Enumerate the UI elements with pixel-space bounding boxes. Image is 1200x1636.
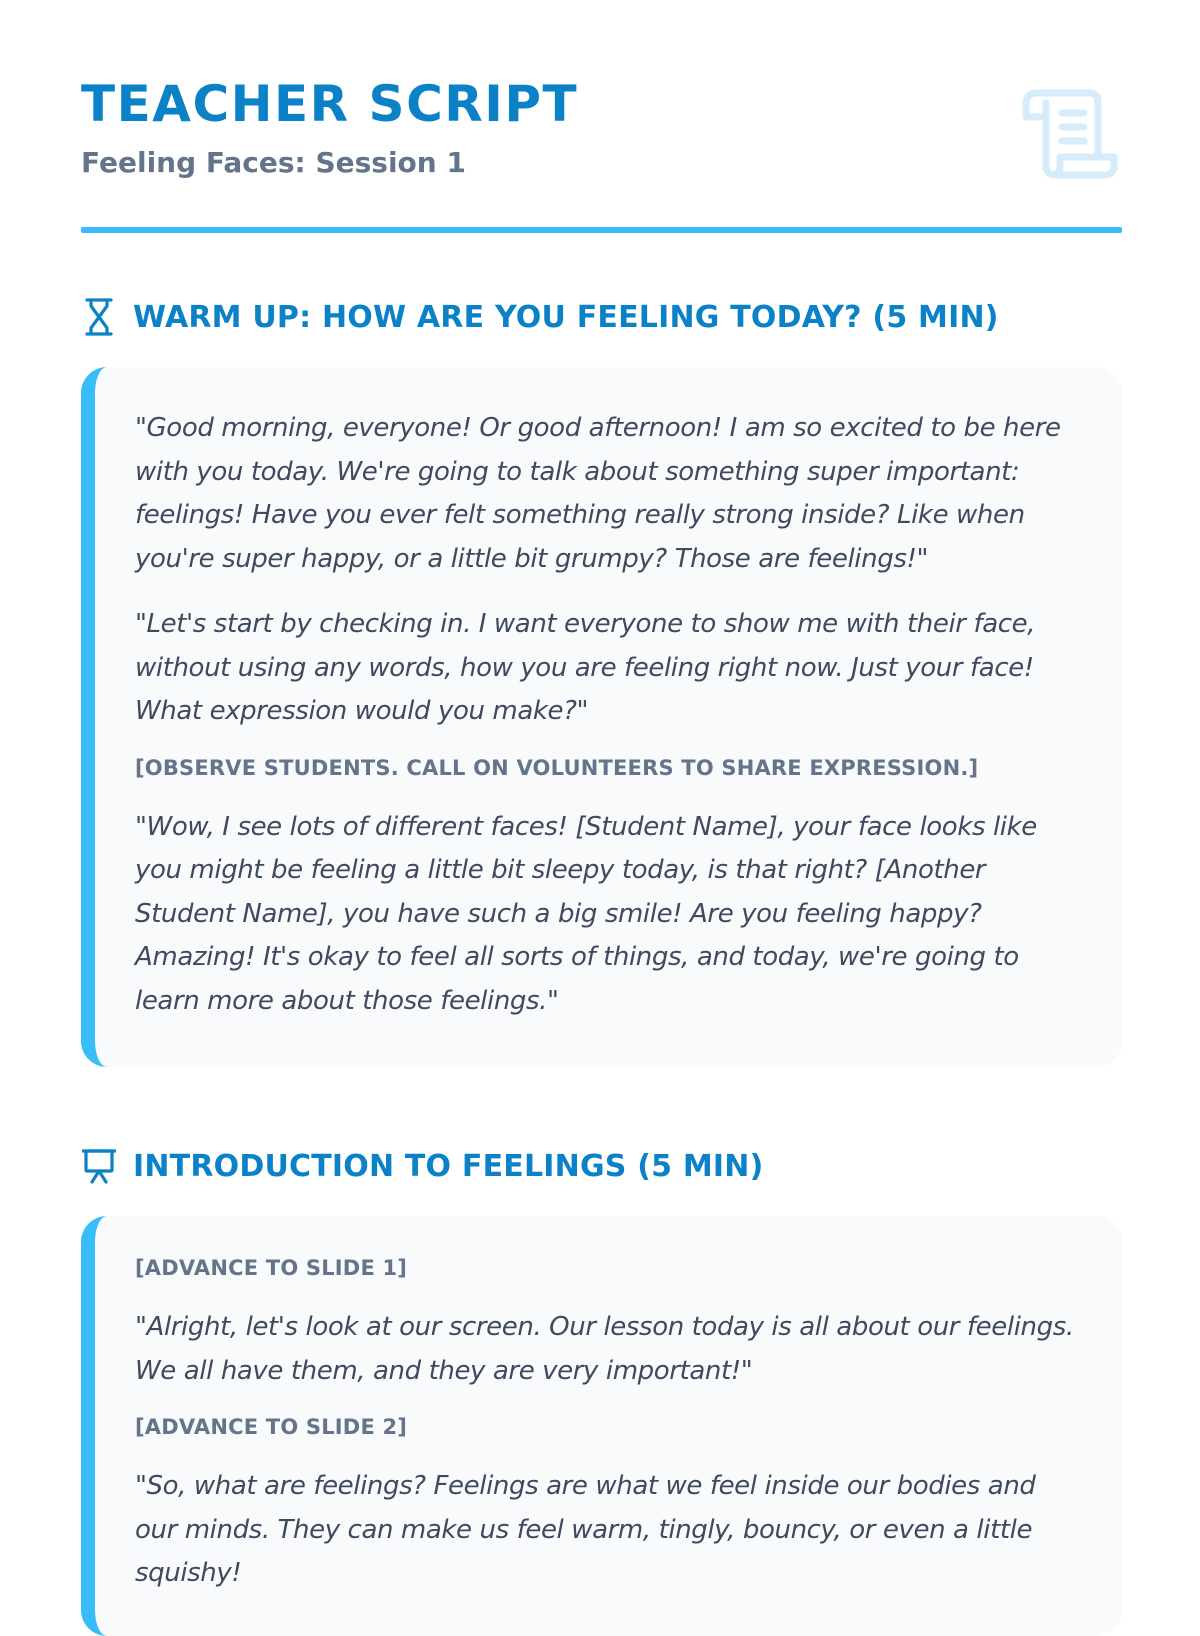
stage-direction: [ADVANCE TO SLIDE 2] bbox=[135, 1415, 408, 1439]
script-quote: "Alright, let's look at our screen. Our lesson today is all about our feelings. We all have them, and they are very important!" bbox=[135, 1312, 1074, 1386]
header-divider bbox=[81, 227, 1122, 233]
stage-direction: [OBSERVE STUDENTS. CALL ON VOLUNTEERS TO SHARE EXPRESSION.] bbox=[135, 755, 979, 780]
section-heading-introduction bbox=[81, 1146, 764, 1186]
script-card-warm-up bbox=[81, 367, 1122, 1067]
page-subtitle: Feeling Faces: Session 1 bbox=[81, 146, 466, 179]
stage-direction: [ADVANCE TO SLIDE 1] bbox=[135, 1256, 408, 1280]
page-title: TEACHER SCRIPT bbox=[81, 75, 579, 133]
script-quote: "Let's start by checking in. I want everyone to show me with their face, without using any words, how you are feeling right now. Just your face! What expression would you make?" bbox=[135, 609, 1036, 726]
script-quote: "So, what are feelings? Feelings are what we feel inside our bodies and our minds. They can make us feel warm, tingly, bouncy, or even a little squishy! bbox=[135, 1471, 1036, 1588]
section-heading-warm-up bbox=[81, 297, 999, 337]
teacher-script-page bbox=[81, 0, 1122, 1588]
page-header bbox=[81, 0, 1122, 234]
section-title: INTRODUCTION TO FEELINGS (5 MIN) bbox=[133, 1148, 764, 1184]
section-title: WARM UP: HOW ARE YOU FEELING TODAY? (5 MIN) bbox=[133, 299, 999, 335]
script-quote: "Wow, I see lots of different faces! [Student Name], your face looks like you might be feeling a little bit sleepy today, is that right? [Another Student Name], you have such a big smile! Are you feeling happy? Amazing! It's okay to feel all sorts of things, and today, we're going to learn more about those feelings." bbox=[135, 811, 1037, 1016]
scroll-icon bbox=[1020, 87, 1120, 181]
presentation-icon bbox=[81, 1146, 117, 1186]
hourglass-icon bbox=[81, 297, 117, 337]
script-quote: "Good morning, everyone! Or good afternoon! I am so excited to be here with you today. We're going to talk about something super important: feelings! Have you ever felt something really strong inside? Like when you're super happy, or a little bit grumpy? Those are feelings!" bbox=[135, 413, 1061, 574]
script-card-introduction bbox=[81, 1216, 1122, 1636]
